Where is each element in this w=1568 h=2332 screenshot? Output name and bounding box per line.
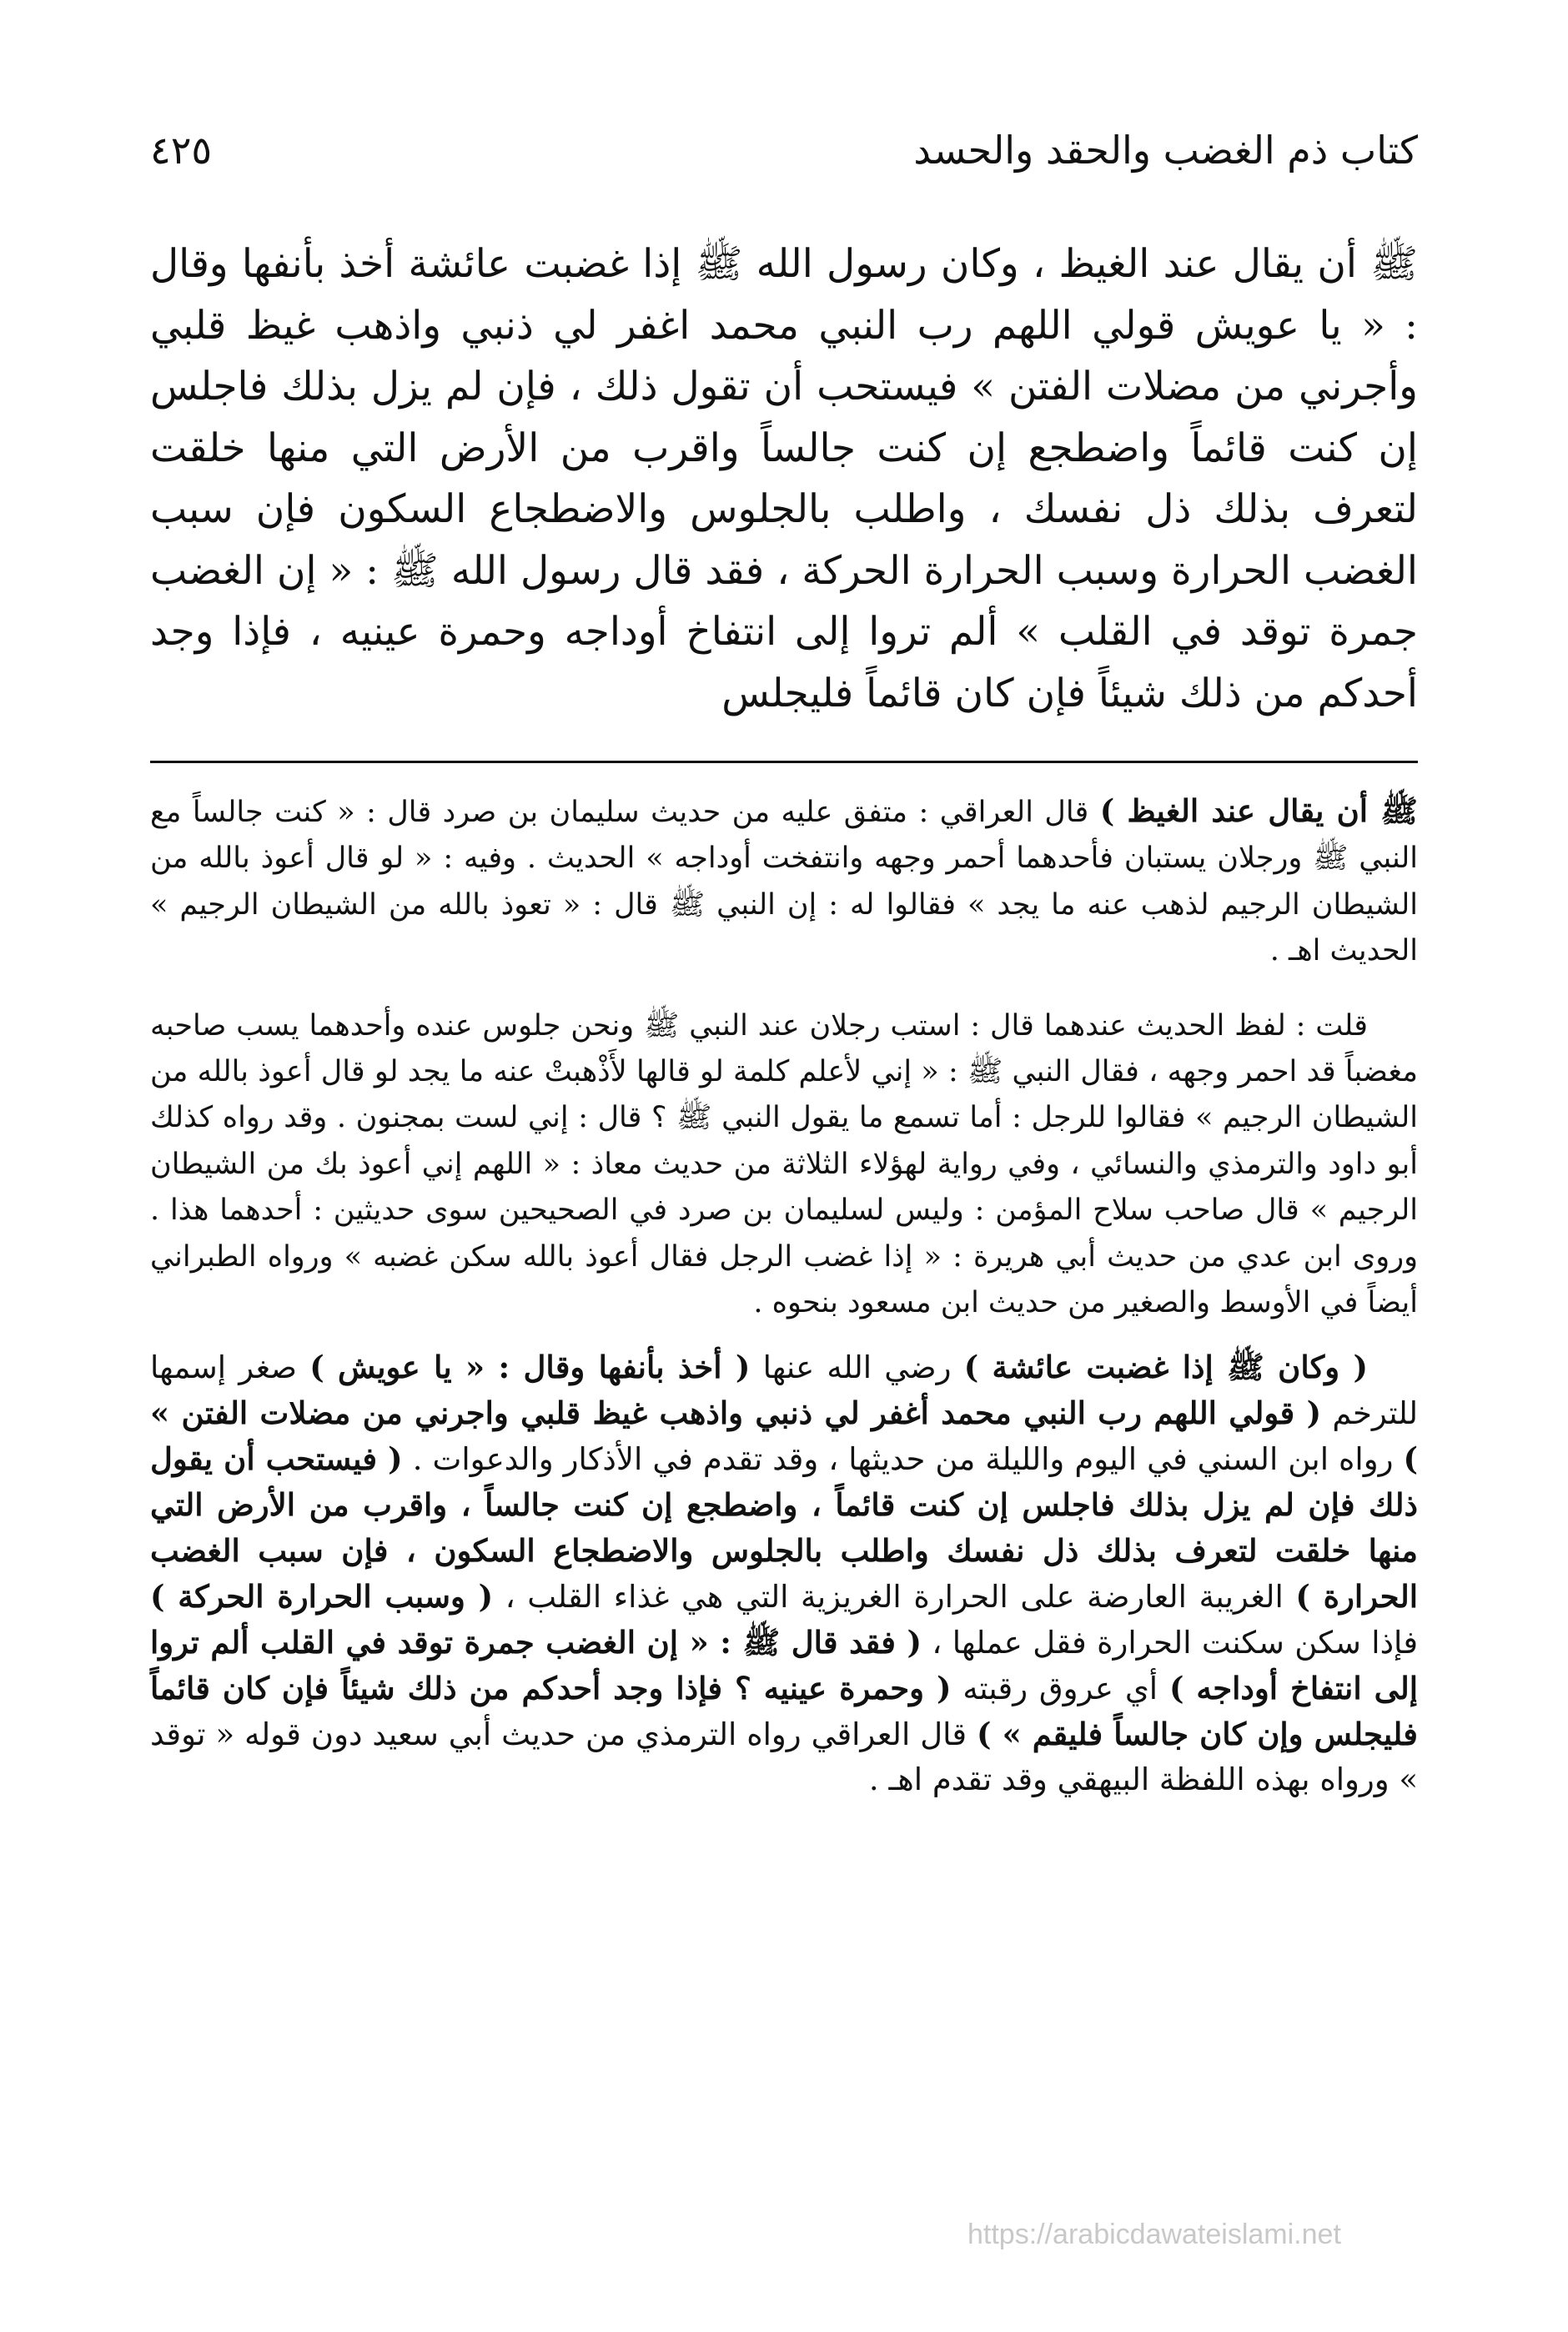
commentary-text: فإذا سكن سكنت الحرارة فقل عملها ،: [922, 1625, 1419, 1661]
commentary-text: قال العراقي : متفق عليه من حديث سليمان بن صرد قال : « كنت جالساً مع النبي ﷺ ورجلان يستبان فأحدهما أحمر وجهه وانتفخت أوداجه » الحديث . وفيه : « لو قال أعوذ بالله من الشيطان الرجيم لذهب عنه ما يجد » فقالوا له : إن النبي ﷺ قال : « تعوذ بالله من الشيطان الرجيم » الحديث اهـ .: [150, 796, 1418, 968]
commentary-text: الغريبة العارضة على الحرارة الغريزية التي هي غذاء القلب ،: [493, 1579, 1296, 1616]
commentary-text: رضي الله عنها: [750, 1349, 964, 1386]
main-text: ﷺ أن يقال عند الغيظ ، وكان رسول الله ﷺ إذا غضبت عائشة أخذ بأنفها وقال : « يا عويش قولي اللهم رب النبي محمد اغفر لي ذنبي واذهب غيظ قلبي وأجرني من مضلات الفتن » فيستحب أن تقول ذلك ، فإن لم يزل بذلك فاجلس إن كنت قائماً واضطجع إن كنت جالساً واقرب من الأرض التي منها خلقت لتعرف بذلك ذل نفسك ، واطلب بالجلوس والاضطجاع السكون فإن سبب الغضب الحرارة وسبب الحرارة الحركة ، فقد قال رسول الله ﷺ : « إن الغضب جمرة توقد في القلب » ألم تروا إلى انتفاخ أوداجه وحمرة عينيه ، فإذا وجد أحدكم من ذلك شيئاً فإن كان قائماً فليجلس: [150, 241, 1418, 716]
commentary-section: [150, 788, 1418, 1819]
commentary-text: رواه ابن السني في اليوم والليلة من حديثها ، وقد تقدم في الأذكار والدعوات .: [402, 1441, 1404, 1478]
commentary-lemma: ( وكان ﷺ إذا غضبت عائشة ): [963, 1349, 1368, 1386]
commentary-paragraph: [150, 1003, 1418, 1327]
footnote-divider: [150, 761, 1418, 763]
commentary-text: صغر إسمها للترخم: [150, 1349, 1418, 1432]
commentary-lemma: ﷺ أن يقال عند الغيظ ): [1099, 792, 1418, 829]
commentary-text: قلت : لفظ الحديث عندهما قال : استب رجلان عند النبي ﷺ ونحن جلوس عنده وأحدهما يسب صاحبه مغضباً قد احمر وجهه ، فقال النبي ﷺ : « إني لأعلم كلمة لو قالها لأَذْهبتْ عنه ما يجد لو قال أعوذ بالله من الشيطان الرجيم » فقالوا للرجل : أما تسمع ما يقول النبي ﷺ ؟ قال : إني لست بمجنون . وقد رواه كذلك أبو داود والترمذي والنسائي ، وفي رواية لهؤلاء الثلاثة من حديث معاذ : « اللهم إني أعوذ بك من الشيطان الرجيم » قال صاحب سلاح المؤمن : وليس لسليمان بن صرد في الصحيحين سوى حديثين : أحدهما هذا . وروى ابن عدي من حديث أبي هريرة : « إذا غضب الرجل فقال أعوذ بالله سكن غضبه » ورواه الطبراني أيضاً في الأوسط والصغير من حديث ابن مسعود بنحوه .: [150, 1008, 1418, 1320]
commentary-lemma: ( وسبب الحرارة الحركة ): [150, 1578, 494, 1616]
commentary-lemma: ( فيستحب أن يقول ذلك فإن لم يزل بذلك فاجلس إن كنت قائماً ، واضطجع إن كنت جالساً ، واقرب من الأرض التي منها خلقت لتعرف بذلك ذل نفسك واطلب بالجلوس والاضطجاع السكون ، فإن سبب الغضب الحرارة ): [150, 1440, 1419, 1616]
commentary-text: أي عروق رقبته: [951, 1671, 1169, 1707]
watermark-url: https://arabicdawateislami.net: [967, 2219, 1341, 2250]
commentary-lemma: ( قولي اللهم رب النبي محمد أغفر لي ذنبي واذهب غيظ قلبي واجرني من مضلات الفتن » ): [150, 1395, 1418, 1478]
commentary-paragraph: [150, 788, 1418, 975]
commentary-lemma: ( فقد قال ﷺ : « إن الغضب جمرة توقد في القلب ألم تروا إلى انتفاخ أوداجه ): [150, 1624, 1419, 1707]
commentary-paragraph: [150, 1344, 1418, 1802]
page-number: ٤٢٥: [150, 128, 213, 173]
commentary-lemma: ( وحمرة عينيه ؟ فإذا وجد أحدكم من ذلك شيئاً فإن كان قائماً فليجلس وإن كان جالساً فليقم » ): [150, 1670, 1418, 1753]
commentary-lemma: ( أخذ بأنفها وقال : « يا عويش ): [309, 1349, 751, 1386]
running-title: كتاب ذم الغضب والحقد والحسد: [913, 128, 1418, 173]
page-header: [150, 125, 1418, 183]
commentary-text: قال العراقي رواه الترمذي من حديث أبي سعيد دون قوله « توقد » ورواه بهذه اللفظة البيهقي وقد تقدم اهـ .: [150, 1716, 1418, 1798]
